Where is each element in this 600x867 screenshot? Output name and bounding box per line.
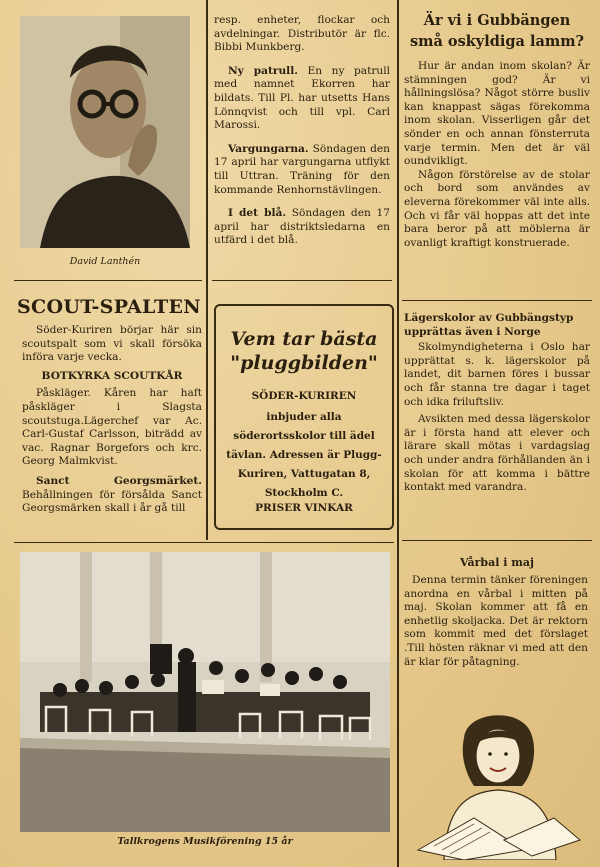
scout-continued-column xyxy=(214,14,390,248)
lager-article xyxy=(404,312,590,495)
ad-sponsor: SÖDER-KURIREN xyxy=(251,390,357,402)
divider-under-column2 xyxy=(212,280,392,281)
patrull-text: En ny patrull med namnet Ekorren har bildats. Till Pl. har utsetts Hans Lönnqvist och till vpl. Carl Marossi. xyxy=(214,64,391,132)
botkyrka-heading: BOTKYRKA SCOUTKÅR xyxy=(41,369,183,382)
scout-intro: Söder-Kuriren börjar här sin scoutspalt som vi skall försöka införa varje vecka. xyxy=(22,324,202,364)
girl-illustration xyxy=(404,700,594,860)
patrull-lead: Ny patrull. xyxy=(228,64,298,77)
sanct-paragraph xyxy=(22,475,202,516)
scout-heading: SCOUT-SPALTEN xyxy=(17,296,201,318)
pluggbilden-ad xyxy=(214,304,394,530)
varbal-text: Denna termin tänker föreningen anordna en vårbal i mitten på maj. Skolan kommer att få en enhetlig skoljacka. Det är rektorn som kommit med det förslaget .Till hösten räknar vi med att den är klar för påtagning. xyxy=(404,574,588,668)
orchestra-caption: Tallkrogens Musikförening 15 år xyxy=(117,836,293,847)
patrull-paragraph xyxy=(214,65,390,133)
orchestra-photo xyxy=(20,552,390,832)
portrait-photo xyxy=(20,16,190,248)
divider-under-portrait xyxy=(14,280,202,281)
varbal-heading: Vårbal i maj xyxy=(459,556,535,569)
sanct-lead: Sanct Georgsmärket. xyxy=(36,474,202,487)
gubbangen-heading-line2: små oskyldiga lamm? xyxy=(409,33,585,50)
gubbangen-para2: Någon förstörelse av de stolar och bord som användes av eleverna förekommer väl inte alls. Och vi får väl hoppas att det inte bara beror på att möblerna är ovanligt kraftigt konstruerade. xyxy=(404,168,590,249)
vargungar-text: Söndagen den 17 april har vargungarna utflykt till Uttran. Träning för den kommande Renhornstävlingen. xyxy=(214,142,391,196)
botkyrka-text: Påskläger. Kåren har haft påskläger i Slagsta scoutstuga.Lägerchef var Ac. Carl-Gustaf Carlsson, biträdd av vac. Ragnar Borgefors och krc. Georg Malmkvist. xyxy=(22,387,202,468)
gubbangen-heading xyxy=(402,10,592,52)
lager-heading: Lägerskolor av Gubbängstyp upprättas även i Norge xyxy=(404,312,574,338)
column-rule-right xyxy=(397,0,399,867)
ad-body: inbjuder alla söderortsskolor till ädel tävlan. Adressen är Plugg-Kuriren, Vattugatan 8, Stockholm C. xyxy=(226,411,382,499)
blatt-lead: I det blå. xyxy=(228,207,287,220)
divider-under-gubbangen xyxy=(402,300,592,301)
scout-column xyxy=(22,324,202,516)
divider-under-lager xyxy=(402,540,592,541)
column-rule-left xyxy=(206,0,208,540)
blatt-paragraph xyxy=(214,207,390,248)
ad-footer: PRISER VINKAR xyxy=(255,502,353,514)
ad-title-line1: Vem tar bästa xyxy=(230,328,378,350)
gubbangen-heading-line1: Är vi i Gubbängen xyxy=(423,12,571,29)
continued-text: resp. enheter, flockar och avdelningar. Distributör är flc. Bibbi Munkberg. xyxy=(214,14,390,54)
lager-para1: Skolmyndigheterna i Oslo har upprättat s. k. lägerskolor på landet, dit barnen föres i bussar och får stanna tre dagar i taget och idka friluftsliv. xyxy=(404,341,590,408)
gubbangen-para1: Hur är andan inom skolan? Är stämningen god? Är vi hållningslösa? Något större busliv kan knappast sägas förekomma inom skolan. Visserligen går det sönder en och annan fönsterruta varje termin. Men det är väl oundvikligt. xyxy=(404,60,590,168)
divider-above-photo xyxy=(14,542,394,543)
vargungar-paragraph xyxy=(214,143,390,197)
blatt-text: Söndagen den 17 april har distriktsledarna en utfärd i det blå. xyxy=(214,207,390,247)
ad-title-line2: "pluggbilden" xyxy=(230,352,378,374)
vargungar-lead: Vargungarna. xyxy=(228,142,309,155)
portrait-caption: David Lanthén xyxy=(69,256,141,267)
sanct-text: Behållningen för försålda Sanct Georgsmärken skall i år gå till xyxy=(22,488,202,515)
gubbangen-article xyxy=(404,60,590,250)
lager-para2: Avsikten med dessa lägerskolor är i första hand att elever och lärare skall mötas i vardagslag och under andra förhållanden än i skolan för att komma i bättre kontakt med varandra. xyxy=(404,413,590,494)
